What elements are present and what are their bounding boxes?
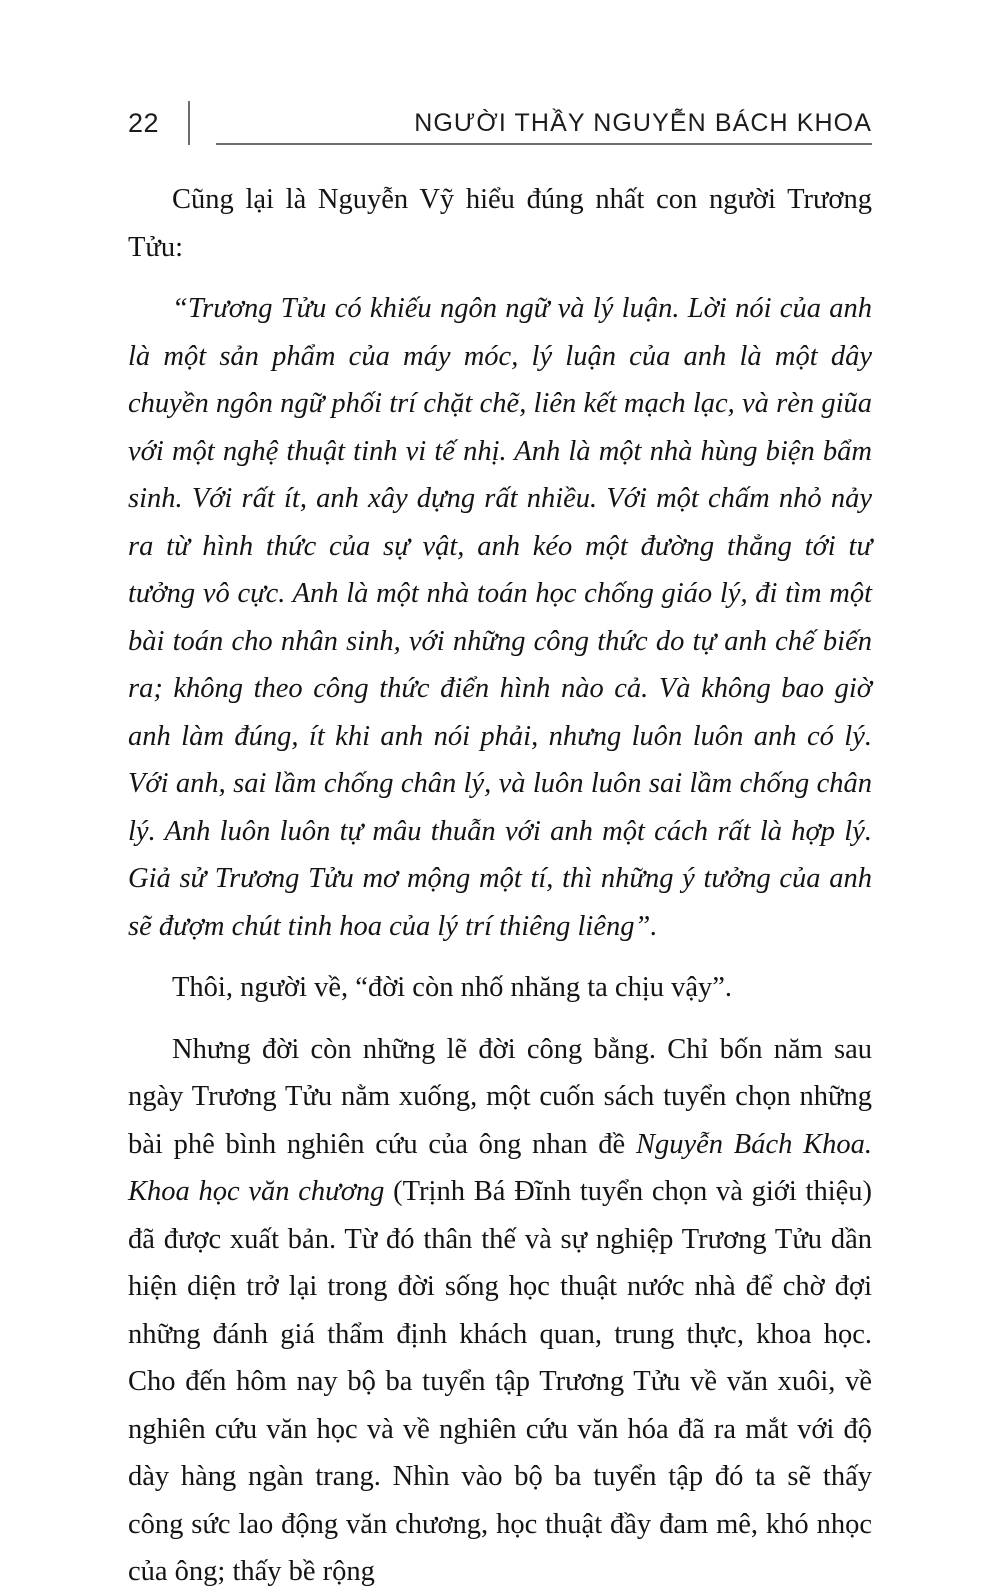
book-title: NGƯỜI THẦY NGUYỄN BÁCH KHOA <box>414 108 872 137</box>
paragraph-quotation: “Trương Tửu có khiếu ngôn ngữ và lý luận. Lời nói của anh là một sản phẩm của máy móc, lý luận của anh là một dây chuyền ngôn ngữ phối trí chặt chẽ, liên kết mạch lạc, và rèn giũa với một nghệ thuật tinh vi tế nhị. Anh là một nhà hùng biện bẩm sinh. Với rất ít, anh xây dựng rất nhiều. Với một chấm nhỏ nảy ra từ hình thức của sự vật, anh kéo một đường thẳng tới tư tưởng vô cực. Anh là một nhà toán học chống giáo lý, đi tìm một bài toán cho nhân sinh, với những công thức do tự anh chế biến ra; không theo công thức điển hình nào cả. Và không bao giờ anh làm đúng, ít khi anh nói phải, nhưng luôn luôn anh có lý. Với anh, sai lầm chống chân lý, và luôn luôn sai lầm chống chân lý. Anh luôn luôn tự mâu thuẫn với anh một cách rất là hợp lý. Giả sử Trương Tửu mơ mộng một tí, thì những ý tưởng của anh sẽ đượm chút tinh hoa của lý trí thiêng liêng”. <box>128 293 872 942</box>
page-number: 22 <box>128 107 160 138</box>
header-horizontal-rule <box>216 143 872 145</box>
page-body <box>128 176 872 1596</box>
closing-text-part-2: (Trịnh Bá Đĩnh tuyển chọn và giới thiệu) đã được xuất bản. Từ đó thân thế và sự nghiệp Trương Tửu dần hiện diện trở lại trong đời sống học thuật nước nhà để chờ đợi những đánh giá thẩm định khách quan, trung thực, khoa học. Cho đến hôm nay bộ ba tuyển tập Trương Tửu về văn xuôi, về nghiên cứu văn học và về nghiên cứu văn hóa đã ra mắt với độ dày hàng ngàn trang. Nhìn vào bộ ba tuyển tập đó ta sẽ thấy công sức lao động văn chương, học thuật đầy đam mê, khó nhọc của ông; thấy bề rộng <box>128 1176 873 1587</box>
paragraph-closing <box>128 1026 872 1596</box>
running-head <box>128 100 872 146</box>
header-title-block <box>216 101 872 145</box>
cited-book-title: Nguyễn Bách Khoa. Khoa học văn chương <box>128 1128 872 1207</box>
closing-text-part-1: Nhưng đời còn những lẽ đời công bằng. Chỉ bốn năm sau ngày Trương Tửu nằm xuống, một cuốn sách tuyển chọn những bài phê bình nghiên cứu của ông nhan đề <box>128 1033 872 1160</box>
header-vertical-rule <box>188 101 190 145</box>
paragraph-intro: Cũng lại là Nguyễn Vỹ hiểu đúng nhất con người Trương Tửu: <box>128 184 872 263</box>
paragraph-thoi: Thôi, người về, “đời còn nhố nhăng ta chịu vậy”. <box>172 972 733 1003</box>
